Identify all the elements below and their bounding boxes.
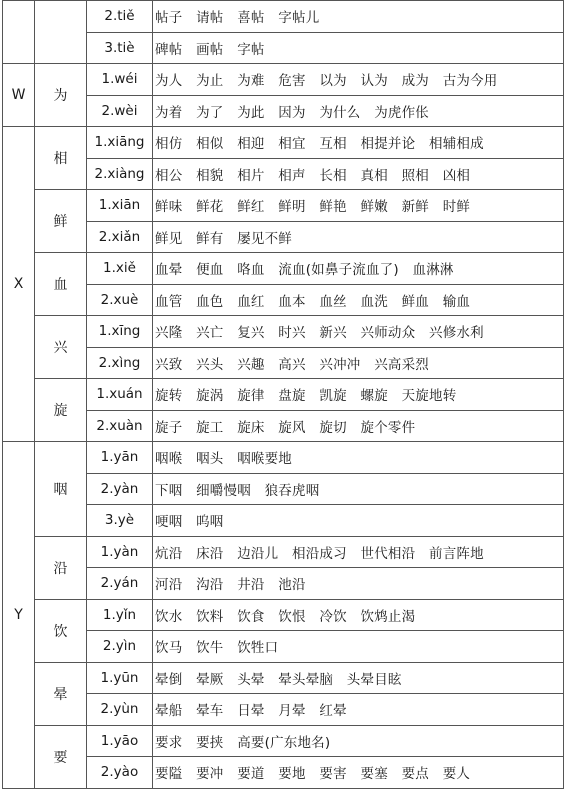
pinyin-cell: 2.tiě [87, 1, 153, 33]
pinyin-cell: 2.yàn [87, 473, 153, 505]
table-row [3, 662, 564, 694]
polyphonic-character-table [2, 0, 564, 789]
table-row [3, 284, 564, 316]
words-cell: 饮水 饮料 饮食 饮恨 冷饮 饮鸩止渴 [153, 599, 564, 631]
initial-letter-cell [3, 1, 35, 64]
pinyin-cell: 1.xiān [87, 190, 153, 222]
table-row [3, 95, 564, 127]
table-row [3, 505, 564, 537]
pinyin-cell: 1.yān [87, 442, 153, 474]
words-cell: 要隘 要冲 要道 要地 要害 要塞 要点 要人 [153, 757, 564, 789]
table-row [3, 1, 564, 33]
character-cell: 晕 [35, 662, 87, 725]
table-row [3, 410, 564, 442]
character-cell: 咽 [35, 442, 87, 537]
table-row [3, 158, 564, 190]
pinyin-cell: 1.xiě [87, 253, 153, 285]
table-row [3, 725, 564, 757]
words-cell: 炕沿 床沿 边沿儿 相沿成习 世代相沿 前言阵地 [153, 536, 564, 568]
words-cell: 要求 要挟 高要(广东地名) [153, 725, 564, 757]
table-row [3, 473, 564, 505]
table-row [3, 64, 564, 96]
words-cell: 旋子 旋工 旋床 旋风 旋切 旋个零件 [153, 410, 564, 442]
pinyin-cell: 2.yào [87, 757, 153, 789]
table-row [3, 379, 564, 411]
pinyin-cell: 1.wéi [87, 64, 153, 96]
pinyin-cell: 2.xiàng [87, 158, 153, 190]
pinyin-cell: 1.yǐn [87, 599, 153, 631]
words-cell: 血管 血色 血红 血本 血丝 血洗 鲜血 输血 [153, 284, 564, 316]
words-cell: 下咽 细嚼慢咽 狼吞虎咽 [153, 473, 564, 505]
table-row [3, 442, 564, 474]
table-row [3, 32, 564, 64]
words-cell: 碑帖 画帖 字帖 [153, 32, 564, 64]
pinyin-cell: 1.xuán [87, 379, 153, 411]
initial-letter-cell: X [3, 127, 35, 442]
words-cell: 晕倒 晕厥 头晕 晕头晕脑 头晕目眩 [153, 662, 564, 694]
table-row [3, 316, 564, 348]
table-row [3, 221, 564, 253]
words-cell: 血晕 便血 咯血 流血(如鼻子流血了) 血淋淋 [153, 253, 564, 285]
character-cell: 鲜 [35, 190, 87, 253]
words-cell: 饮马 饮牛 饮牲口 [153, 631, 564, 663]
pinyin-cell: 3.yè [87, 505, 153, 537]
pinyin-cell: 2.yán [87, 568, 153, 600]
character-cell: 血 [35, 253, 87, 316]
character-cell [35, 1, 87, 64]
pinyin-cell: 1.xiāng [87, 127, 153, 159]
pinyin-cell: 2.yìn [87, 631, 153, 663]
pinyin-cell: 1.yūn [87, 662, 153, 694]
pinyin-cell: 1.yāo [87, 725, 153, 757]
initial-letter-cell: W [3, 64, 35, 127]
words-cell: 为着 为了 为此 因为 为什么 为虎作伥 [153, 95, 564, 127]
character-cell: 相 [35, 127, 87, 190]
character-cell: 旋 [35, 379, 87, 442]
table-row [3, 190, 564, 222]
character-cell: 沿 [35, 536, 87, 599]
table-row [3, 631, 564, 663]
pinyin-cell: 2.xiǎn [87, 221, 153, 253]
pinyin-cell: 2.wèi [87, 95, 153, 127]
words-cell: 鲜见 鲜有 屡见不鲜 [153, 221, 564, 253]
words-cell: 为人 为止 为难 危害 以为 认为 成为 古为今用 [153, 64, 564, 96]
pinyin-cell: 2.xìng [87, 347, 153, 379]
words-cell: 晕船 晕车 日晕 月晕 红晕 [153, 694, 564, 726]
table-row [3, 347, 564, 379]
words-cell: 咽喉 咽头 咽喉要地 [153, 442, 564, 474]
character-cell: 要 [35, 725, 87, 788]
pinyin-cell: 2.xuàn [87, 410, 153, 442]
words-cell: 河沿 沟沿 井沿 池沿 [153, 568, 564, 600]
table-row [3, 253, 564, 285]
initial-letter-cell: Y [3, 442, 35, 789]
pinyin-cell: 2.yùn [87, 694, 153, 726]
character-cell: 兴 [35, 316, 87, 379]
words-cell: 相仿 相似 相迎 相宜 互相 相提并论 相辅相成 [153, 127, 564, 159]
pinyin-cell: 1.yàn [87, 536, 153, 568]
words-cell: 鲜味 鲜花 鲜红 鲜明 鲜艳 鲜嫩 新鲜 时鲜 [153, 190, 564, 222]
words-cell: 旋转 旋涡 旋律 盘旋 凯旋 螺旋 天旋地转 [153, 379, 564, 411]
table-row [3, 694, 564, 726]
words-cell: 兴隆 兴亡 复兴 时兴 新兴 兴师动众 兴修水利 [153, 316, 564, 348]
words-cell: 哽咽 呜咽 [153, 505, 564, 537]
words-cell: 兴致 兴头 兴趣 高兴 兴冲冲 兴高采烈 [153, 347, 564, 379]
character-cell: 为 [35, 64, 87, 127]
table-row [3, 568, 564, 600]
pinyin-cell: 3.tiè [87, 32, 153, 64]
words-cell: 帖子 请帖 喜帖 字帖儿 [153, 1, 564, 33]
pinyin-cell: 1.xīng [87, 316, 153, 348]
pinyin-cell: 2.xuè [87, 284, 153, 316]
table-row [3, 599, 564, 631]
table-row [3, 757, 564, 789]
table-row [3, 127, 564, 159]
character-cell: 饮 [35, 599, 87, 662]
table-row [3, 536, 564, 568]
words-cell: 相公 相貌 相片 相声 长相 真相 照相 凶相 [153, 158, 564, 190]
